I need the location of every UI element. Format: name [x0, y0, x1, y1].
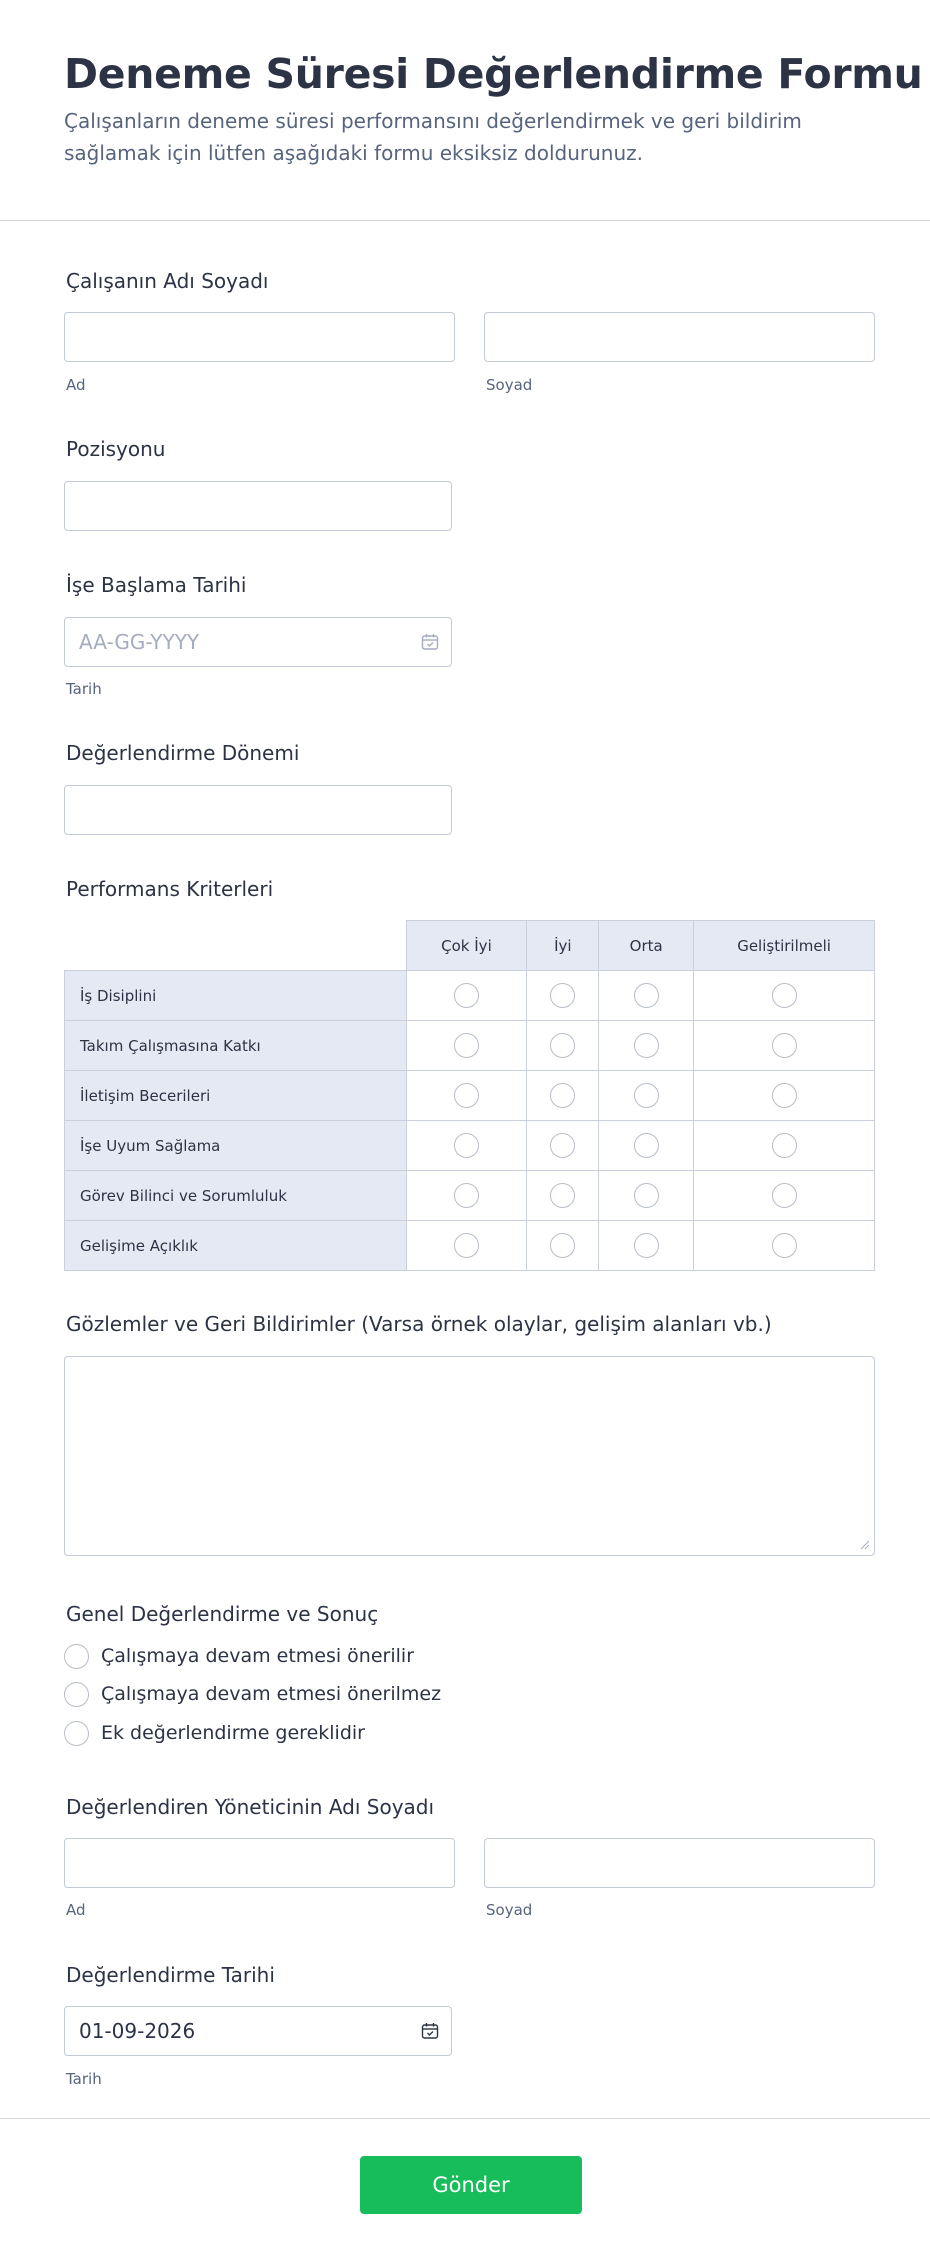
period-input[interactable] — [64, 785, 452, 835]
matrix-radio[interactable] — [772, 1083, 797, 1108]
manager-first-name-input[interactable] — [64, 1838, 455, 1888]
eval-date-input[interactable] — [64, 2006, 452, 2056]
result-option-label: Ek değerlendirme gereklidir — [101, 1722, 365, 1744]
manager-last-name-input[interactable] — [484, 1838, 875, 1888]
matrix-radio[interactable] — [634, 1183, 659, 1208]
matrix-radio[interactable] — [772, 983, 797, 1008]
matrix-row — [65, 1171, 875, 1221]
matrix-radio[interactable] — [454, 1033, 479, 1058]
result-radio[interactable] — [64, 1644, 89, 1669]
matrix-radio[interactable] — [550, 1033, 575, 1058]
eval-date-value: 01-09-2026 — [79, 2019, 196, 2043]
matrix-row-label: İş Disiplini — [65, 971, 407, 1021]
start-date-label: İşe Başlama Tarihi — [66, 573, 247, 597]
matrix-radio[interactable] — [772, 1133, 797, 1158]
result-option[interactable] — [64, 1681, 441, 1707]
matrix-header-row — [65, 921, 875, 971]
criteria-matrix — [64, 920, 875, 1271]
page-title: Deneme Süresi Değerlendirme Formu — [64, 50, 923, 98]
matrix-row — [65, 1021, 875, 1071]
matrix-row-label: Gelişime Açıklık — [65, 1221, 407, 1271]
first-name-sublabel: Ad — [66, 376, 86, 394]
matrix-radio[interactable] — [772, 1183, 797, 1208]
position-label: Pozisyonu — [66, 437, 166, 461]
matrix-column-header: Orta — [599, 921, 694, 971]
matrix-row — [65, 1121, 875, 1171]
matrix-radio[interactable] — [454, 1083, 479, 1108]
form-header — [0, 0, 930, 221]
start-date-input[interactable] — [64, 617, 452, 667]
matrix-radio[interactable] — [454, 1133, 479, 1158]
matrix-radio[interactable] — [772, 1233, 797, 1258]
matrix-radio[interactable] — [550, 1083, 575, 1108]
resize-grip-icon[interactable] — [858, 1538, 870, 1550]
matrix-row-label: İletişim Becerileri — [65, 1071, 407, 1121]
manager-name-label: Değerlendiren Yöneticinin Adı Soyadı — [66, 1795, 435, 1819]
matrix-row — [65, 971, 875, 1021]
matrix-radio[interactable] — [550, 983, 575, 1008]
matrix-column-header: Çok İyi — [406, 921, 527, 971]
eval-date-sublabel: Tarih — [66, 2070, 102, 2088]
eval-date-label: Değerlendirme Tarihi — [66, 1963, 275, 1987]
matrix-radio[interactable] — [772, 1033, 797, 1058]
page-subtitle: Çalışanların deneme süresi performansını değerlendirmek ve geri bildirim sağlamak için lütfen aşağıdaki formu eksiksiz doldurunuz. — [64, 109, 802, 165]
last-name-sublabel: Soyad — [486, 376, 533, 394]
matrix-row — [65, 1221, 875, 1271]
footer-divider — [0, 2118, 930, 2119]
result-option-label: Çalışmaya devam etmesi önerilir — [101, 1645, 414, 1667]
employee-last-name-input[interactable] — [484, 312, 875, 362]
matrix-radio[interactable] — [634, 1033, 659, 1058]
submit-button[interactable]: Gönder — [360, 2156, 582, 2214]
result-option-label: Çalışmaya devam etmesi önerilmez — [101, 1683, 442, 1705]
feedback-textarea[interactable] — [64, 1356, 875, 1556]
matrix-column-header: Geliştirilmeli — [694, 921, 875, 971]
matrix-radio[interactable] — [634, 1133, 659, 1158]
calendar-icon[interactable] — [421, 633, 439, 651]
start-date-sublabel: Tarih — [66, 680, 102, 698]
matrix-radio[interactable] — [550, 1233, 575, 1258]
matrix-row-label: İşe Uyum Sağlama — [65, 1121, 407, 1171]
matrix-column-header: İyi — [527, 921, 599, 971]
result-option[interactable] — [64, 1643, 414, 1669]
criteria-label: Performans Kriterleri — [66, 877, 274, 901]
start-date-placeholder: AA-GG-YYYY — [79, 630, 200, 654]
result-label: Genel Değerlendirme ve Sonuç — [66, 1602, 379, 1626]
matrix-row — [65, 1071, 875, 1121]
employee-first-name-input[interactable] — [64, 312, 455, 362]
matrix-row-label: Görev Bilinci ve Sorumluluk — [65, 1171, 407, 1221]
employee-name-label: Çalışanın Adı Soyadı — [66, 269, 269, 293]
matrix-radio[interactable] — [550, 1133, 575, 1158]
matrix-row-label: Takım Çalışmasına Katkı — [65, 1021, 407, 1071]
matrix-radio[interactable] — [454, 1233, 479, 1258]
result-option[interactable] — [64, 1720, 365, 1746]
matrix-radio[interactable] — [634, 1233, 659, 1258]
feedback-label: Gözlemler ve Geri Bildirimler (Varsa örnek olaylar, gelişim alanları vb.) — [66, 1312, 772, 1336]
matrix-radio[interactable] — [634, 1083, 659, 1108]
matrix-radio[interactable] — [454, 1183, 479, 1208]
period-label: Değerlendirme Dönemi — [66, 741, 300, 765]
matrix-radio[interactable] — [454, 983, 479, 1008]
manager-last-name-sublabel: Soyad — [486, 1901, 533, 1919]
matrix-radio[interactable] — [634, 983, 659, 1008]
result-radio[interactable] — [64, 1682, 89, 1707]
matrix-corner — [65, 921, 407, 971]
result-radio[interactable] — [64, 1721, 89, 1746]
manager-first-name-sublabel: Ad — [66, 1901, 86, 1919]
matrix-radio[interactable] — [550, 1183, 575, 1208]
position-input[interactable] — [64, 481, 452, 531]
calendar-icon[interactable] — [421, 2022, 439, 2040]
